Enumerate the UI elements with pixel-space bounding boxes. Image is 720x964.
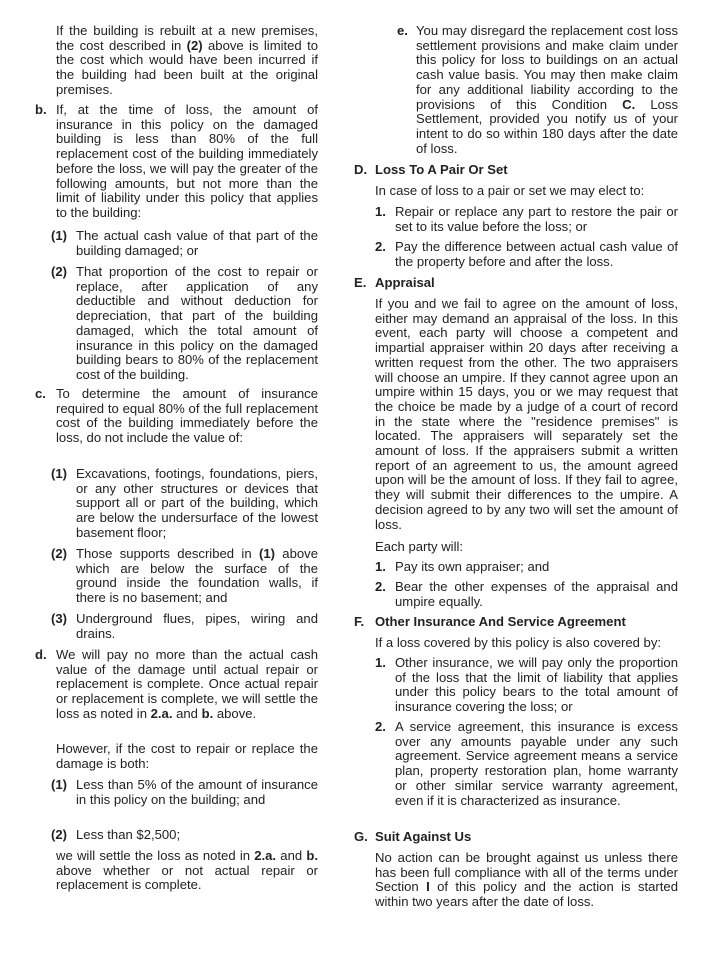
- section-e-1-label: 1.: [375, 559, 386, 574]
- item-c-1-text: Excavations, footings, foundations, piers, or any other structures or devices that support all or part of the building, which are below the undersurface of the lowest basement floor;: [76, 466, 318, 540]
- item-b-2-text: That proportion of the cost to repair or replace, after application of any deductible and without deduction for depreciation, that part of the building damaged, which the total amount of insurance in this policy on the damaged building bears to 80% of the replacement cost of the building.: [76, 264, 318, 382]
- item-d-1-label: (1): [51, 777, 68, 792]
- item-d-closing: we will settle the loss as noted in 2.a. and b. above whether or not actual repair or replacement is complete.: [56, 848, 319, 893]
- item-c-1-label: (1): [51, 466, 68, 481]
- item-e-text: You may disregard the replacement cost loss settlement provisions and make claim under this policy for loss to buildings on an actual cash value basis. You may then make claim for any additional liability according to the provisions of this Condition C. Loss Settlement, provided you notify us of your intent to do so within 180 days after the date of loss.: [416, 23, 678, 156]
- item-d-label: d.: [35, 647, 47, 662]
- section-g-label: G.: [354, 829, 368, 844]
- section-d-1-text: Repair or replace any part to restore the pair or set to its value before the loss; or: [395, 204, 678, 234]
- item-c-3-label: (3): [51, 611, 68, 626]
- item-d-text: We will pay no more than the actual cash value of the damage until actual repair or replacement is complete. Once actual repair or replacement is complete, we will settle the loss as noted in 2.a. and b. above.: [56, 647, 318, 721]
- section-g-title: Suit Against Us: [375, 829, 472, 844]
- section-e-label: E.: [354, 275, 367, 290]
- section-f-1-text: Other insurance, we will pay only the proportion of the loss that the limit of liability that applies under this policy bears to the total amount of insurance covering the loss; or: [395, 655, 678, 715]
- item-c-label: c.: [35, 386, 46, 401]
- section-d-title: Loss To A Pair Or Set: [375, 162, 508, 177]
- section-f-label: F.: [354, 614, 365, 629]
- item-b-1-label: (1): [51, 228, 68, 243]
- section-d-2-text: Pay the difference between actual cash value of the property before and after the loss.: [395, 239, 678, 269]
- item-b-text: If, at the time of loss, the amount of insurance in this policy on the damaged building is less than 80% of the full replacement cost of the building immediately before the loss, we will pay the greater of the following amounts, but not more than the limit of liability under this policy that applies to the building:: [56, 102, 318, 220]
- item-c-2-text: Those supports described in (1) above which are below the surface of the ground inside the foundation walls, if there is no basement; and: [76, 546, 318, 606]
- item-d-however: However, if the cost to repair or replace the damage is both:: [56, 741, 318, 771]
- item-b-1-text: The actual cash value of that part of the building damaged; or: [76, 228, 318, 258]
- section-f-intro: If a loss covered by this policy is also covered by:: [375, 635, 662, 650]
- section-g-text: No action can be brought against us unless there has been full compliance with all of the terms under Section I of this policy and the action is started within two years after the date of loss.: [375, 850, 678, 910]
- section-d-1-label: 1.: [375, 204, 386, 219]
- item-e-label: e.: [397, 23, 408, 38]
- section-d-intro: In case of loss to a pair or set we may elect to:: [375, 183, 645, 198]
- section-e-2-text: Bear the other expenses of the appraisal and umpire equally.: [395, 579, 678, 609]
- section-e-text: If you and we fail to agree on the amount of loss, either may demand an appraisal of the loss. In this event, each party will choose a competent and impartial appraiser within 20 days after receiving a written request from the other. The two appraisers will choose an umpire. If they cannot agree upon an umpire within 15 days, you or we may request that the choice be made by a judge of a court of record in the state where the "residence premises" is located. The appraisers will separately set the amount of loss. If the appraisers submit a written report of an agreement to us, the amount agreed upon will be the amount of loss. If they fail to agree, they will submit their differences to the umpire. A decision agreed to by any two will set the amount of loss.: [375, 296, 678, 532]
- item-c-text: To determine the amount of insurance required to equal 80% of the full replacement cost of the building immediately before the loss, do not include the value of:: [56, 386, 318, 446]
- section-e-1-text: Pay its own appraiser; and: [395, 559, 550, 574]
- item-b-label: b.: [35, 102, 47, 117]
- item-d-1-text: Less than 5% of the amount of insurance in this policy on the building; and: [76, 777, 318, 807]
- section-d-label: D.: [354, 162, 368, 177]
- item-d-2-text: Less than $2,500;: [76, 827, 181, 842]
- section-d-2-label: 2.: [375, 239, 386, 254]
- section-e-title: Appraisal: [375, 275, 435, 290]
- section-f-2-text: A service agreement, this insurance is excess over any amounts payable under any such agreement. Service agreement means a service plan, property restoration plan, home warranty or other similar service warranty agreement, even if it is characterized as insurance.: [395, 719, 678, 808]
- item-b-2-label: (2): [51, 264, 68, 279]
- intro-paragraph: If the building is rebuilt at a new premises, the cost described in (2) above is limited to the cost which would have been incurred if the building had been built at the original premises.: [56, 23, 318, 97]
- section-f-2-label: 2.: [375, 719, 386, 734]
- item-c-2-label: (2): [51, 546, 68, 561]
- item-d-2-label: (2): [51, 827, 68, 842]
- section-f-1-label: 1.: [375, 655, 386, 670]
- section-f-title: Other Insurance And Service Agreement: [375, 614, 626, 629]
- section-e-each-party: Each party will:: [375, 539, 464, 554]
- section-e-2-label: 2.: [375, 579, 386, 594]
- item-c-3-text: Underground flues, pipes, wiring and drains.: [76, 611, 318, 641]
